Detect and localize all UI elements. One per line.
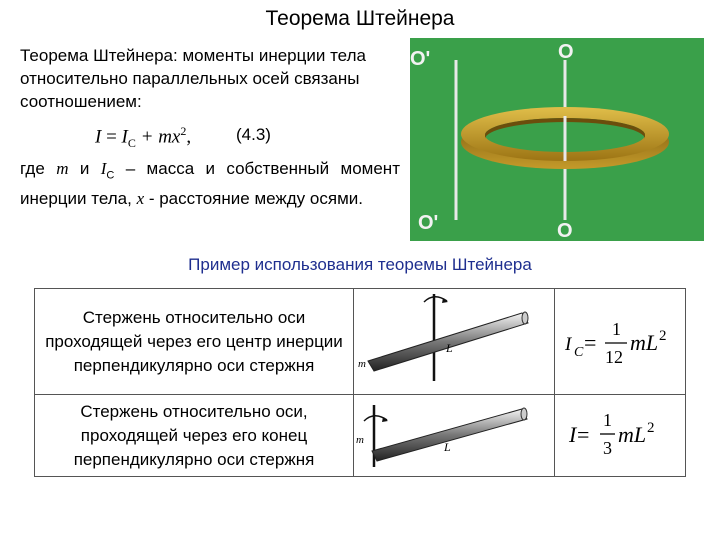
rod-center-axis-icon <box>354 289 554 389</box>
formula-end <box>555 396 685 470</box>
example-formula <box>555 395 686 477</box>
svg-text:2: 2 <box>647 420 655 436</box>
svg-text:I: I <box>569 422 577 447</box>
formula-description: где m и $I_C$ – масса и собственный момент инерции тела, x - расстояние между осями. <box>20 159 400 209</box>
svg-text:L: L <box>444 440 451 454</box>
formula-center <box>555 299 685 379</box>
example-figure <box>354 395 555 477</box>
svg-text:=: = <box>577 422 590 447</box>
theorem-statement: Теорема Штейнера: моменты инерции тела относительно параллельных осей связаны соотношением: <box>20 46 366 111</box>
rod-end-axis-icon <box>354 395 554 471</box>
steiner-formula-row <box>20 124 400 150</box>
svg-text:=: = <box>584 330 597 355</box>
example-description: Стержень относительно оси, проходящей через его конец перпендикулярно оси стержня <box>35 395 354 477</box>
table-row <box>35 289 686 395</box>
example-formula <box>555 289 686 395</box>
svg-text:mL: mL <box>630 330 659 355</box>
svg-text:2: 2 <box>659 328 667 344</box>
svg-text:1: 1 <box>603 410 612 430</box>
example-description: Стержень относительно оси проходящей через его центр инерции перпендикулярно оси стержня <box>35 289 354 395</box>
page-title: Теорема Штейнера <box>265 7 455 30</box>
svg-text:mL: mL <box>618 422 647 447</box>
svg-text:3: 3 <box>603 438 612 458</box>
svg-text:m: m <box>358 358 366 370</box>
steiner-formula: $I = I_C + mx^2$, <box>95 124 192 151</box>
label-o-prime-bottom: O' <box>418 212 439 234</box>
equation-number: (4.3) <box>236 125 271 144</box>
svg-text:1: 1 <box>612 319 621 339</box>
label-o-bottom: O <box>557 220 573 241</box>
svg-text:L: L <box>446 341 453 355</box>
examples-caption: Пример использования теоремы Штейнера <box>188 255 532 274</box>
example-figure <box>354 289 555 395</box>
svg-text:C: C <box>574 345 584 360</box>
svg-text:m: m <box>356 434 364 446</box>
ring-axes-illustration <box>410 38 704 241</box>
examples-table <box>34 288 686 477</box>
label-o-top: O <box>558 41 574 63</box>
svg-text:I: I <box>565 334 572 355</box>
svg-text:12: 12 <box>605 347 623 367</box>
label-o-prime-top: O' <box>410 48 431 70</box>
table-row <box>35 395 686 477</box>
